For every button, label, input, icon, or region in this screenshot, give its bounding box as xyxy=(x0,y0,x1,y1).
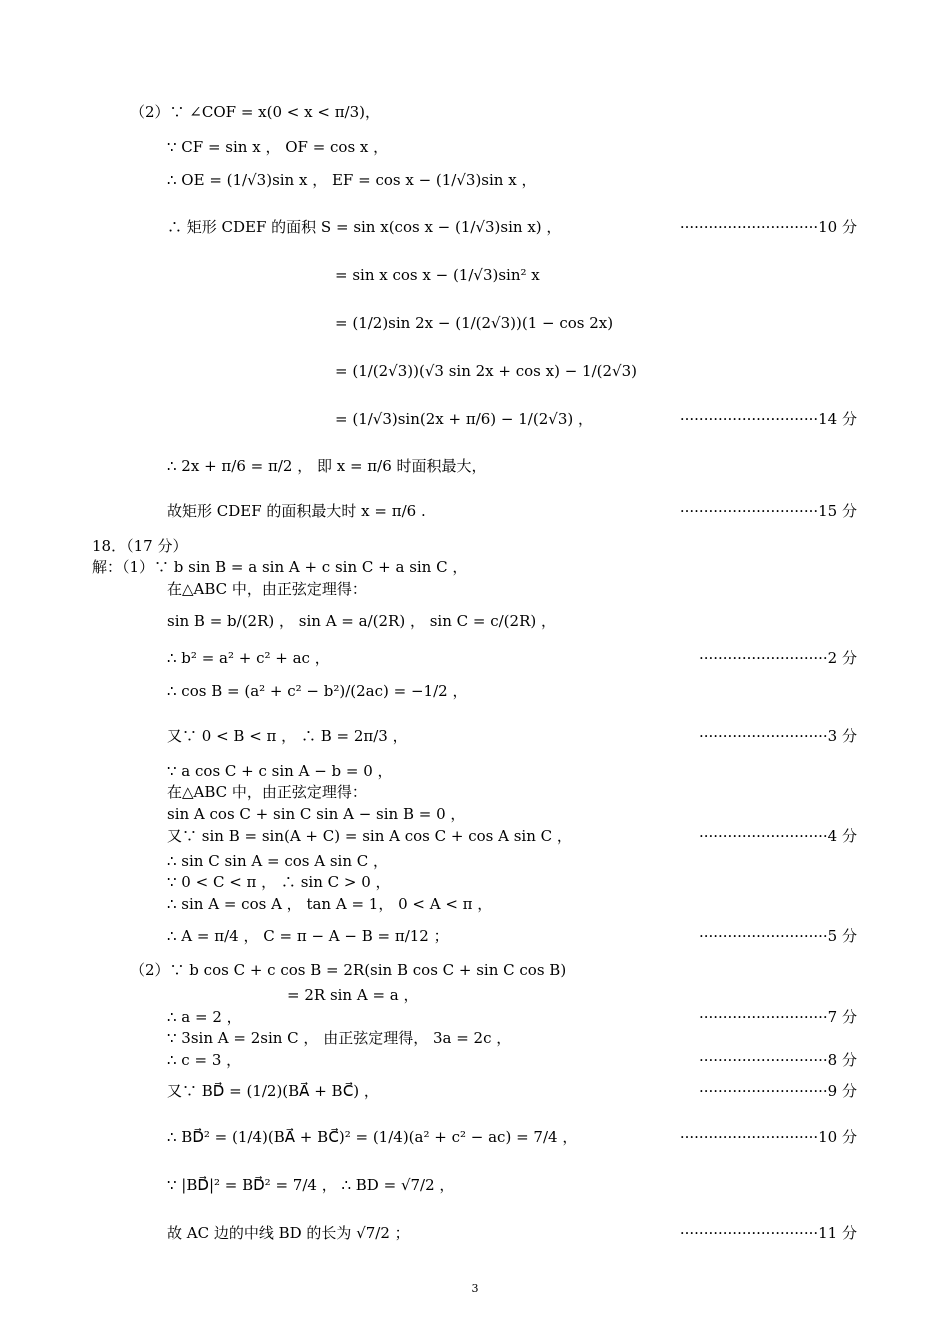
q18-header: 18．（17 分） xyxy=(92,537,188,555)
page-number: 3 xyxy=(471,1282,479,1295)
score-7: ···························7 分 xyxy=(698,1008,857,1026)
q18-p2-line-4: ∵ 3sin A = 2sin C ， 由正弦定理得， 3a = 2c ， xyxy=(167,1029,512,1047)
q18-p2-line-9: 故 AC 边的中线 BD 的长为 √7/2 ； xyxy=(167,1224,410,1242)
q18-p1-line-14: ∴ A = π/4 ， C = π − A − B = π/12 ； xyxy=(167,927,449,945)
q17-p2-line-3: ∴ OE = (1/√3)sin x ， EF = cos x − (1/√3)sin x ， xyxy=(167,171,537,189)
q18-p1-line-13: ∴ sin A = cos A ， tan A = 1， 0 < A < π ， xyxy=(167,895,493,913)
q17-p2-line-9: ∴ 2x + π/6 = π/2 ， 即 x = π/6 时面积最大， xyxy=(167,457,487,475)
q18-p2-line-7: ∴ BD⃗² = (1/4)(BA⃗ + BC⃗)² = (1/4)(a² + c² − ac) = 7/4 ， xyxy=(167,1128,578,1146)
q18-p1-line-6: 又∵ 0 < B < π ， ∴ B = 2π/3 ， xyxy=(167,727,408,745)
q18-p2-line-3: ∴ a = 2 ， xyxy=(167,1008,242,1026)
q17-p2-line-8: = (1/√3)sin(2x + π/6) − 1/(2√3) ， xyxy=(335,410,593,428)
q18-p2-line-2: = 2R sin A = a ， xyxy=(287,986,419,1004)
q18-p1-line-11: ∴ sin C sin A = cos A sin C ， xyxy=(167,852,389,870)
score-4: ···························4 分 xyxy=(698,827,857,845)
q18-p1-line-9: sin A cos C + sin C sin A − sin B = 0 ， xyxy=(167,805,466,823)
score-10-a: ·····························10 分 xyxy=(679,218,857,236)
q17-p2-line-10: 故矩形 CDEF 的面积最大时 x = π/6 . xyxy=(167,502,426,520)
q18-p1-line-12: ∵ 0 < C < π ， ∴ sin C > 0 ， xyxy=(167,873,391,891)
q17-p2-line-4: ∴ 矩形 CDEF 的面积 S = sin x(cos x − (1/√3)sin x) ， xyxy=(167,218,562,236)
q18-p1-line-1: 解：（1）∵ b sin B = a sin A + c sin C + a sin C ， xyxy=(92,558,468,576)
q18-p1-line-2: 在△ABC 中，由正弦定理得： xyxy=(167,580,367,598)
q17-p2-line-2: ∵ CF = sin x ， OF = cos x ， xyxy=(167,138,389,156)
q18-p1-line-5: ∴ cos B = (a² + c² − b²)/(2ac) = −1/2 ， xyxy=(167,682,468,700)
score-8: ···························8 分 xyxy=(698,1051,857,1069)
q18-p1-line-3: sin B = b/(2R) ， sin A = a/(2R) ， sin C = c/(2R) ， xyxy=(167,612,556,630)
q18-p2-line-8: ∵ |BD⃗|² = BD⃗² = 7/4 ， ∴ BD = √7/2 ， xyxy=(167,1176,455,1194)
q18-p1-line-4: ∴ b² = a² + c² + ac ， xyxy=(167,649,330,667)
q18-p2-line-5: ∴ c = 3 ， xyxy=(167,1051,242,1069)
score-10-b: ·····························10 分 xyxy=(679,1128,857,1146)
q17-p2-line-1: （2）∵ ∠COF = x(0 < x < π/3)， xyxy=(130,103,380,121)
q17-p2-line-7: = (1/(2√3))(√3 sin 2x + cos x) − 1/(2√3) xyxy=(335,362,637,380)
q18-p1-line-10: 又∵ sin B = sin(A + C) = sin A cos C + cos A sin C ， xyxy=(167,827,572,845)
q18-p2-line-6: 又∵ BD⃗ = (1/2)(BA⃗ + BC⃗) ， xyxy=(167,1082,379,1100)
score-11: ·····························11 分 xyxy=(679,1224,857,1242)
score-15: ·····························15 分 xyxy=(679,502,857,520)
score-2: ···························2 分 xyxy=(698,649,857,667)
q18-p1-line-7: ∵ a cos C + c sin A − b = 0 ， xyxy=(167,762,393,780)
score-5: ···························5 分 xyxy=(698,927,857,945)
q17-p2-line-5: = sin x cos x − (1/√3)sin² x xyxy=(335,266,540,284)
score-9: ···························9 分 xyxy=(698,1082,857,1100)
q18-p1-line-8: 在△ABC 中，由正弦定理得： xyxy=(167,783,367,801)
q18-p2-line-1: （2）∵ b cos C + c cos B = 2R(sin B cos C + sin C cos B) xyxy=(130,961,567,979)
score-3: ···························3 分 xyxy=(698,727,857,745)
score-14: ·····························14 分 xyxy=(679,410,857,428)
q17-p2-line-6: = (1/2)sin 2x − (1/(2√3))(1 − cos 2x) xyxy=(335,314,614,332)
